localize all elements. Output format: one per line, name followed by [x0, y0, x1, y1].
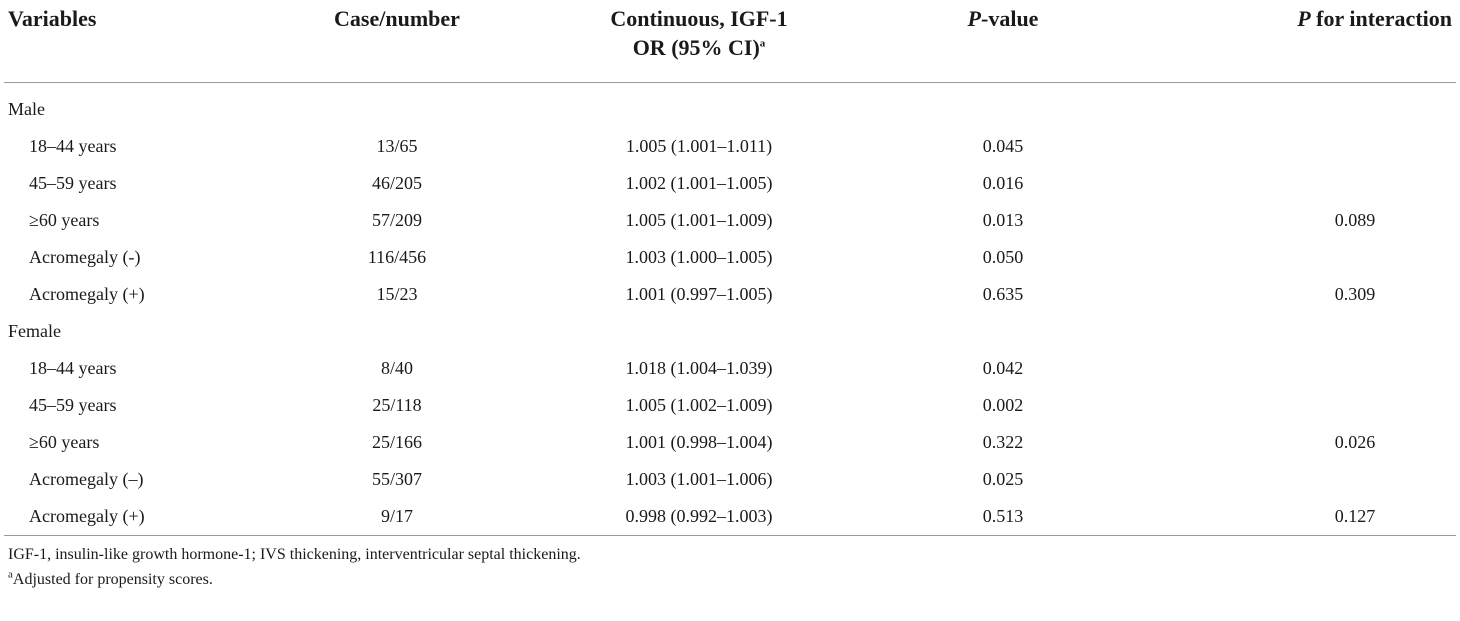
header-pint-rest: for interaction [1310, 6, 1452, 31]
cell-p-value: 0.016 [982, 172, 1024, 193]
header-or-line1: Continuous, IGF-1 [610, 6, 788, 31]
footnote-abbreviations: IGF-1, insulin-like growth hormone-1; IVS thickening, interventricular septal thickening. [8, 545, 581, 563]
group-row [4, 313, 1456, 350]
header-or-footnote-mark: a [759, 37, 766, 50]
cell-variable: ≥60 years [29, 209, 100, 230]
header-case-number: Case/number [334, 6, 460, 31]
cell-p-value: 0.025 [982, 468, 1024, 489]
group-row [4, 91, 1456, 128]
header-pint-italic: P [1297, 6, 1311, 31]
table-footnotes [8, 542, 1460, 592]
cell-odds-ratio: 1.003 (1.001–1.006) [625, 468, 773, 489]
table-header [4, 0, 1456, 82]
cell-odds-ratio: 1.005 (1.001–1.011) [625, 135, 773, 156]
header-p-value [878, 0, 1128, 82]
cell-odds-ratio: 1.005 (1.002–1.009) [625, 394, 773, 415]
table-row [4, 128, 1456, 165]
cell-p-interaction [1128, 387, 1456, 424]
cell-variable: Acromegaly (–) [29, 468, 144, 489]
header-odds-ratio [520, 0, 878, 82]
cell-p-value: 0.050 [982, 246, 1024, 267]
cell-p-interaction [1128, 461, 1456, 498]
cell-p-interaction [1128, 350, 1456, 387]
cell-case-number: 46/205 [371, 172, 422, 193]
cell-variable: Acromegaly (+) [29, 283, 145, 304]
cell-p-value: 0.322 [982, 431, 1024, 452]
cell-p-interaction [1128, 239, 1456, 276]
cell-case-number: 25/118 [372, 394, 422, 415]
table-body [4, 82, 1456, 535]
cell-case-number: 15/23 [376, 283, 418, 304]
cell-case-number: 57/209 [371, 209, 422, 230]
cell-odds-ratio: 0.998 (0.992–1.003) [625, 505, 773, 526]
group-label: Male [8, 98, 45, 119]
table-row [4, 276, 1456, 313]
table-row [4, 424, 1456, 461]
cell-case-number: 55/307 [371, 468, 422, 489]
table-row [4, 461, 1456, 498]
footnote-adjusted-mark: a [8, 568, 13, 581]
header-p-italic: P [967, 6, 981, 31]
cell-p-interaction [1128, 165, 1456, 202]
header-p-rest: -value [981, 6, 1039, 31]
cell-p-value: 0.045 [982, 135, 1024, 156]
table-row [4, 165, 1456, 202]
cell-variable: ≥60 years [29, 431, 100, 452]
cell-variable: 18–44 years [29, 135, 117, 156]
cell-odds-ratio: 1.002 (1.001–1.005) [625, 172, 773, 193]
cell-case-number: 13/65 [376, 135, 418, 156]
cell-p-interaction: 0.127 [1334, 505, 1376, 526]
cell-odds-ratio: 1.003 (1.000–1.005) [625, 246, 773, 267]
cell-odds-ratio: 1.001 (0.997–1.005) [625, 283, 773, 304]
cell-case-number: 25/166 [371, 431, 422, 452]
header-p-interaction [1128, 0, 1456, 82]
subgroup-analysis-table [4, 0, 1456, 536]
cell-p-value: 0.635 [982, 283, 1024, 304]
table-row [4, 239, 1456, 276]
group-label: Female [8, 320, 61, 341]
header-or-line2: OR (95% CI) [632, 35, 760, 60]
cell-variable: Acromegaly (-) [29, 246, 141, 267]
cell-p-value: 0.042 [982, 357, 1024, 378]
cell-case-number: 8/40 [380, 357, 413, 378]
header-row [4, 0, 1456, 82]
cell-p-interaction: 0.026 [1334, 431, 1376, 452]
spacer-row [4, 82, 1456, 91]
table-row [4, 498, 1456, 536]
cell-variable: 45–59 years [29, 394, 117, 415]
cell-variable: 45–59 years [29, 172, 117, 193]
cell-variable: Acromegaly (+) [29, 505, 145, 526]
header-variables: Variables [8, 6, 97, 31]
footnote-adjusted-text: Adjusted for propensity scores. [12, 570, 213, 588]
table-row [4, 350, 1456, 387]
cell-p-value: 0.002 [982, 394, 1024, 415]
cell-case-number: 9/17 [380, 505, 413, 526]
cell-variable: 18–44 years [29, 357, 117, 378]
table-row [4, 387, 1456, 424]
cell-case-number: 116/456 [367, 246, 427, 267]
cell-p-interaction: 0.309 [1334, 283, 1376, 304]
footnote-adjusted [8, 567, 1460, 592]
table-row [4, 202, 1456, 239]
cell-odds-ratio: 1.001 (0.998–1.004) [625, 431, 773, 452]
cell-p-interaction [1128, 128, 1456, 165]
cell-odds-ratio: 1.018 (1.004–1.039) [625, 357, 773, 378]
cell-p-value: 0.013 [982, 209, 1024, 230]
cell-p-value: 0.513 [982, 505, 1024, 526]
cell-p-interaction: 0.089 [1334, 209, 1376, 230]
cell-odds-ratio: 1.005 (1.001–1.009) [625, 209, 773, 230]
